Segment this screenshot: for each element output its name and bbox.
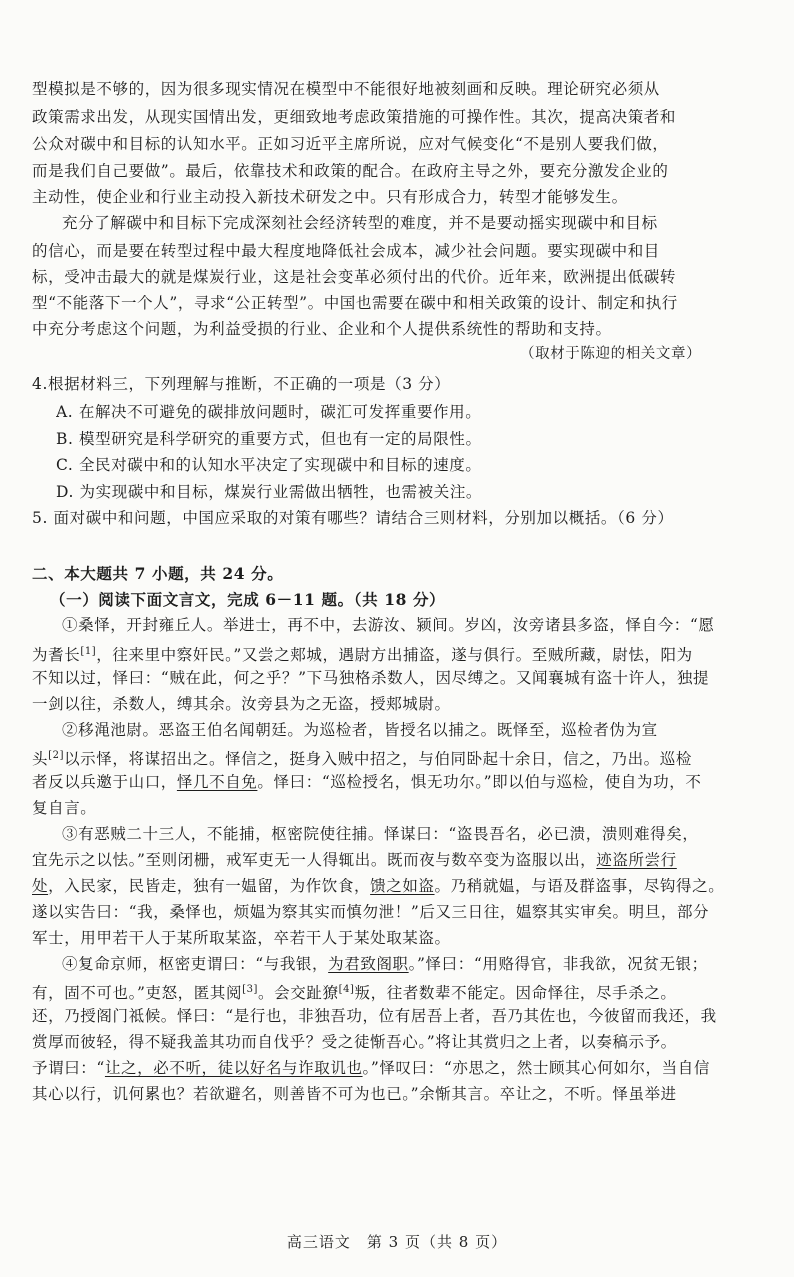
underlined-phrase: 怿几不自免 [176, 773, 258, 791]
option-c: C. 全民对碳中和的认知水平决定了实现碳中和目标的速度。 [56, 456, 482, 474]
text-line: 主动性，使企业和行业主动投入新技术研发之中。只有形成合力，转型才能够发生。 [32, 188, 628, 206]
classical-p2-line: ②移渑池尉。恶盗王伯名闻朝廷。为巡检者，皆授名以捕之。既怿至，巡检者伪为宣 [62, 721, 658, 739]
section-2-subtitle: （一）阅读下面文言文，完成 6－11 题。（共 18 分） [50, 590, 446, 609]
classical-p3-line: 宜先示之以怯。”至则闭栅，戒军吏无一人得辄出。既而夜与数卒变为盗服以出，迹盗所尝行 [32, 851, 677, 869]
section-2-title: 二、本大题共 7 小题，共 24 分。 [32, 564, 284, 583]
underlined-phrase: 为君致阁职 [328, 955, 409, 973]
footnote-mark: [3] [242, 984, 259, 995]
classical-p3-line: ③有恶贼二十三人，不能捕，枢密院使往捕。怿谋曰：“盗畏吾名，必已溃，溃则难得矣， [62, 825, 699, 843]
option-a: A. 在解决不可避免的碳排放问题时，碳汇可发挥重要作用。 [56, 403, 482, 421]
text-line: 的信心，而是要在转型过程中最大程度地降低社会成本，减少社会问题。要实现碳中和目 [32, 242, 660, 260]
underlined-phrase: 迹盗所尝行 [596, 851, 677, 869]
text-line: 而是我们自己要做”。最后，依靠技术和政策的配合。在政府主导之外，要充分激发企业的 [32, 162, 669, 180]
classical-p4-line: 还，乃授阁门祗候。怿曰：“是行也，非独吾功，位有居吾上者，吾乃其佐也，今彼留而我还，我 [32, 1007, 717, 1025]
classical-p3-line: 处，入民家，民皆走，独有一媪留，为作饮食，馈之如盗。乃稍就媪，与语及群盗事，尽钩得之。 [32, 877, 725, 895]
text-line: 中充分考虑这个问题，为利益受损的行业、企业和个人提供系统性的帮助和支持。 [32, 320, 612, 338]
footnote-mark: [4] [338, 984, 355, 995]
underlined-phrase: 处 [32, 877, 49, 895]
underlined-phrase: 让之，必不听，徒以好名与诈取讥也 [104, 1059, 363, 1077]
classical-p2-line: 者反以兵邀于山口，怿几不自免。怿曰：“巡检授名，惧无功尔。”即以伯与巡检，使自为功，不 [32, 773, 702, 791]
footnote-mark: [2] [48, 750, 65, 761]
classical-p1-line: 一剑以往，杀数人，缚其余。汝旁县为之无盗，授郏城尉。 [32, 695, 451, 713]
classical-p3-line: 军士，用甲若干人于某所取某盗，卒若干人于某处取某盗。 [32, 929, 451, 947]
classical-p4-line: 赏厚而彼轻，得不疑我盖其功而自伐乎？受之徒惭吾心。”将让其赏归之上者，以奏稿示予。 [32, 1033, 677, 1051]
classical-p3-line: 遂以实告曰：“我，桑怿也，烦媪为察其实而慎勿泄！”后又三日往，媪察其实审矣。明旦，部分 [32, 903, 710, 921]
classical-p2-line: 头[2]以示怿，将谋招出之。怿信之，挺身入贼中招之，与伯同卧起十余日，信之，乃出。巡检 [32, 750, 692, 769]
classical-p1-line: 不知以过，怿曰：“贼在此，何之乎？”下马独格杀数人，因尽缚之。又闻襄城有盗十许人，独提 [32, 669, 710, 687]
text-line: 型“不能落下一个人”，寻求“公正转型”。中国也需要在碳中和相关政策的设计、制定和执行 [32, 294, 678, 312]
question-4-stem: 4.根据材料三，下列理解与推断，不正确的一项是（3 分） [32, 375, 451, 393]
text-line: 公众对碳中和目标的认知水平。正如习近平主席所说，应对气候变化“不是别人要我们做， [32, 135, 669, 153]
classical-p4-line: 其心以行，讥何累也？若欲避名，则善皆不可为也已。”余惭其言。卒让之，不听。怿虽举进 [32, 1085, 677, 1103]
source-citation: （取材于陈迎的相关文章） [520, 346, 702, 362]
classical-p4-line: 有，固不可也。”吏怒，匿其阅[3]。会交趾獠[4]叛，往者数辈不能定。因命怿往，尽手杀之。 [32, 984, 677, 1003]
text-line: 政策需求出发，从现实国情出发，更细致地考虑政策措施的可操作性。其次，提高决策者和 [32, 108, 677, 126]
question-5: 5. 面对碳中和问题，中国应采取的对策有哪些？请结合三则材料，分别加以概括。（6 分） [32, 509, 674, 527]
text-line: 充分了解碳中和目标下完成深刻社会经济转型的难度，并不是要动摇实现碳中和目标 [62, 214, 658, 232]
classical-p4-line: 予谓曰：“让之，必不听，徒以好名与诈取讥也。”怿叹曰：“亦思之，然士顾其心何如尔，当自信 [32, 1059, 710, 1077]
classical-p1-line: 为耆长[1]，往来里中察奸民。”又尝之郏城，遇尉方出捕盗，遂与俱行。至贼所藏，尉怯，阳为 [32, 646, 693, 665]
text-line: 型模拟是不够的，因为很多现实情况在模型中不能很好地被刻画和反映。理论研究必须从 [32, 80, 660, 98]
classical-p2-line: 复自言。 [32, 799, 97, 817]
option-d: D. 为实现碳中和目标，煤炭行业需做出牺牲，也需被关注。 [56, 483, 483, 501]
page-footer: 高三语文 第 3 页（共 8 页） [286, 1233, 508, 1251]
classical-p4-line: ④复命京师，枢密吏谓曰：“与我银，为君致阁职。”怿曰：“用赂得官，非我欲，况贫无银； [62, 955, 708, 973]
classical-p1-line: ①桑怿，开封雍丘人。举进士，再不中，去游汝、颍间。岁凶，汝旁诸县多盗，怿自今：“愿 [62, 616, 715, 634]
footnote-mark: [1] [80, 646, 97, 657]
text-line: 标，受冲击最大的就是煤炭行业，这是社会变革必须付出的代价。近年来，欧洲提出低碳转 [32, 268, 677, 286]
option-b: B. 模型研究是科学研究的重要方式，但也有一定的局限性。 [56, 430, 482, 448]
underlined-phrase: 馈之如盗 [370, 877, 435, 895]
